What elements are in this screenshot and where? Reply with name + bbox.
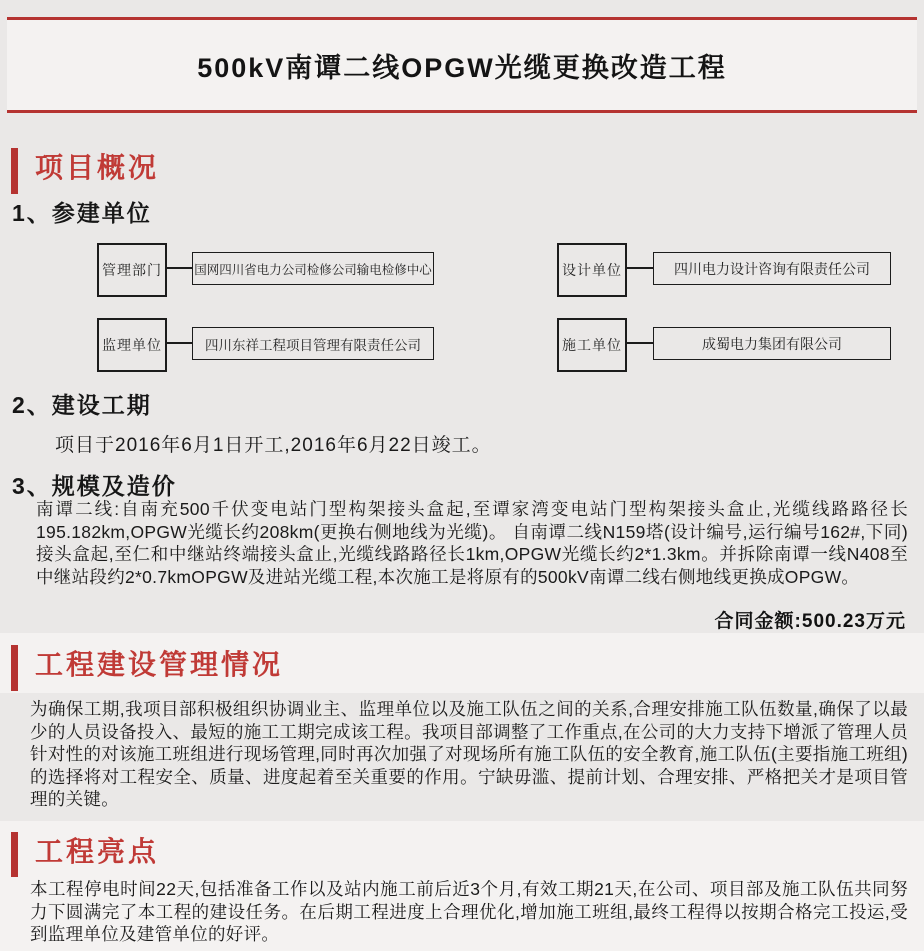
section-title-overview: 项目概况 [35, 152, 160, 183]
heading-period: 2、建设工期 [12, 392, 152, 418]
unit-name-construction: 成蜀电力集团有限公司 [653, 327, 891, 360]
unit-role-design: 设计单位 [557, 243, 627, 297]
overview-accent-bar [11, 148, 18, 194]
unit-name-supervision: 四川东祥工程项目管理有限责任公司 [192, 327, 434, 360]
heading-scale: 3、规模及造价 [12, 473, 177, 499]
section-title-management: 工程建设管理情况 [35, 649, 284, 680]
section-title-highlights: 工程亮点 [35, 836, 160, 867]
title-band [7, 17, 917, 113]
heading-units: 1、参建单位 [12, 200, 152, 226]
connector-line [625, 267, 653, 269]
connector-line [165, 267, 192, 269]
unit-role-supervision: 监理单位 [97, 318, 167, 372]
highlights-accent-bar [11, 832, 18, 877]
page-title: 500kV南谭二线OPGW光缆更换改造工程 [197, 52, 727, 83]
unit-role-management: 管理部门 [97, 243, 167, 297]
management-accent-bar [11, 645, 18, 691]
management-text: 为确保工期,我项目部积极组织协调业主、监理单位以及施工队伍之间的关系,合理安排施工队伍数量,确保了以最少的人员设备投入、最短的施工工期完成该工程。我项目部调整了工作重点,在公司的大力支持下增派了管理人员针对性的对该施工班组进行现场管理,同时再次加强了对现场所有施工队伍的安全教育,施工队伍(主要指施工班组)的选择将对工程安全、质量、进度起着至关重要的作用。宁缺毋滥、提前计划、合理安排、严格把关才是项目管理的关键。 [30, 699, 908, 809]
highlights-text: 本工程停电时间22天,包括准备工作以及站内施工前后近3个月,有效工期21天,在公司、项目部及施工队伍共同努力下圆满完了本工程的建设任务。在后期工程进度上合理优化,增加施工班组,最终工程得以按期合格完工投运,受到监理单位及建管单位的好评。 [30, 879, 908, 944]
connector-line [165, 342, 192, 344]
connector-line [625, 342, 653, 344]
scale-text: 南谭二线:自南充500千伏变电站门型构架接头盒起,至谭家湾变电站门型构架接头盒止,光缆线路路径长195.182km,OPGW光缆长约208km(更换右侧地线为光缆)。 自南谭二线N159塔(设计编号,运行编号162#,下同)接头盒起,至仁和中继站终端接头盒止,光缆线路路径长1km,OPGW光缆长约2*1.3km。并拆除南谭一线N408至中继站段约2*0.7kmOPGW及进站光缆工程,本次施工是将原有的500kV南谭二线右侧地线更换成OPGW。 [36, 499, 908, 587]
unit-role-construction: 施工单位 [557, 318, 627, 372]
unit-name-design: 四川电力设计咨询有限责任公司 [653, 252, 891, 285]
period-text: 项目于2016年6月1日开工,2016年6月22日竣工。 [55, 435, 492, 456]
contract-amount: 合同金额:500.23万元 [714, 611, 906, 632]
unit-name-management: 国网四川省电力公司检修公司输电检修中心 [192, 252, 434, 285]
